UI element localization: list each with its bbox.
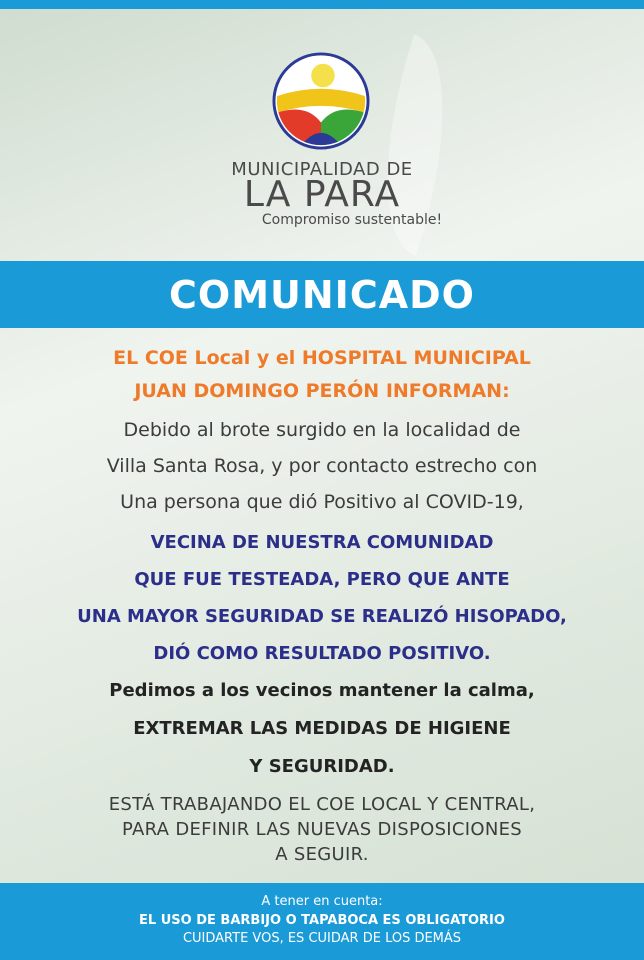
highlight-line: UNA MAYOR SEGURIDAD SE REALIZÓ HISOPADO, <box>77 606 567 627</box>
org-name-line2: LA PARA <box>243 174 401 215</box>
request-line: Pedimos a los vecinos mantener la calma, <box>109 680 535 701</box>
intro-line: Una persona que dió Positivo al COVID-19, <box>120 491 524 513</box>
footer-banner <box>0 883 644 960</box>
highlight-line: QUE FUE TESTEADA, PERO QUE ANTE <box>134 569 510 590</box>
footer-slogan: CUIDARTE VOS, ES CUIDAR DE LOS DEMÁS <box>182 931 462 946</box>
highlight-line: VECINA DE NUESTRA COMUNIDAD <box>150 532 494 553</box>
announcement-body <box>0 342 644 867</box>
highlight-line: DIÓ COMO RESULTADO POSITIVO. <box>153 643 491 664</box>
footer-note-label: A tener en cuenta: <box>261 894 383 909</box>
headline-line: EL COE Local y el HOSPITAL MUNICIPAL <box>113 347 531 369</box>
request-line: EXTREMAR LAS MEDIDAS DE HIGIENE <box>133 718 511 739</box>
top-blue-strip <box>0 0 644 9</box>
municipal-sun-logo-icon <box>272 52 370 150</box>
org-slogan: Compromiso sustentable! <box>261 212 443 228</box>
page-title: COMUNICADO <box>169 272 475 317</box>
title-banner <box>0 261 644 328</box>
headline-line: JUAN DOMINGO PERÓN INFORMAN: <box>134 380 510 402</box>
intro-line: Villa Santa Rosa, y por contacto estrecho con <box>106 455 538 477</box>
closing-line: A SEGUIR. <box>275 844 369 865</box>
closing-line: ESTÁ TRABAJANDO EL COE LOCAL Y CENTRAL, <box>108 794 536 815</box>
footer-mandatory-notice: EL USO DE BARBIJO O TAPABOCA ES OBLIGATORIO <box>139 913 505 928</box>
request-line: Y SEGURIDAD. <box>249 756 395 777</box>
org-name-line1: MUNICIPALIDAD DE <box>231 159 413 180</box>
intro-line: Debido al brote surgido en la localidad de <box>123 419 521 441</box>
closing-line: PARA DEFINIR LAS NUEVAS DISPOSICIONES <box>121 819 523 840</box>
